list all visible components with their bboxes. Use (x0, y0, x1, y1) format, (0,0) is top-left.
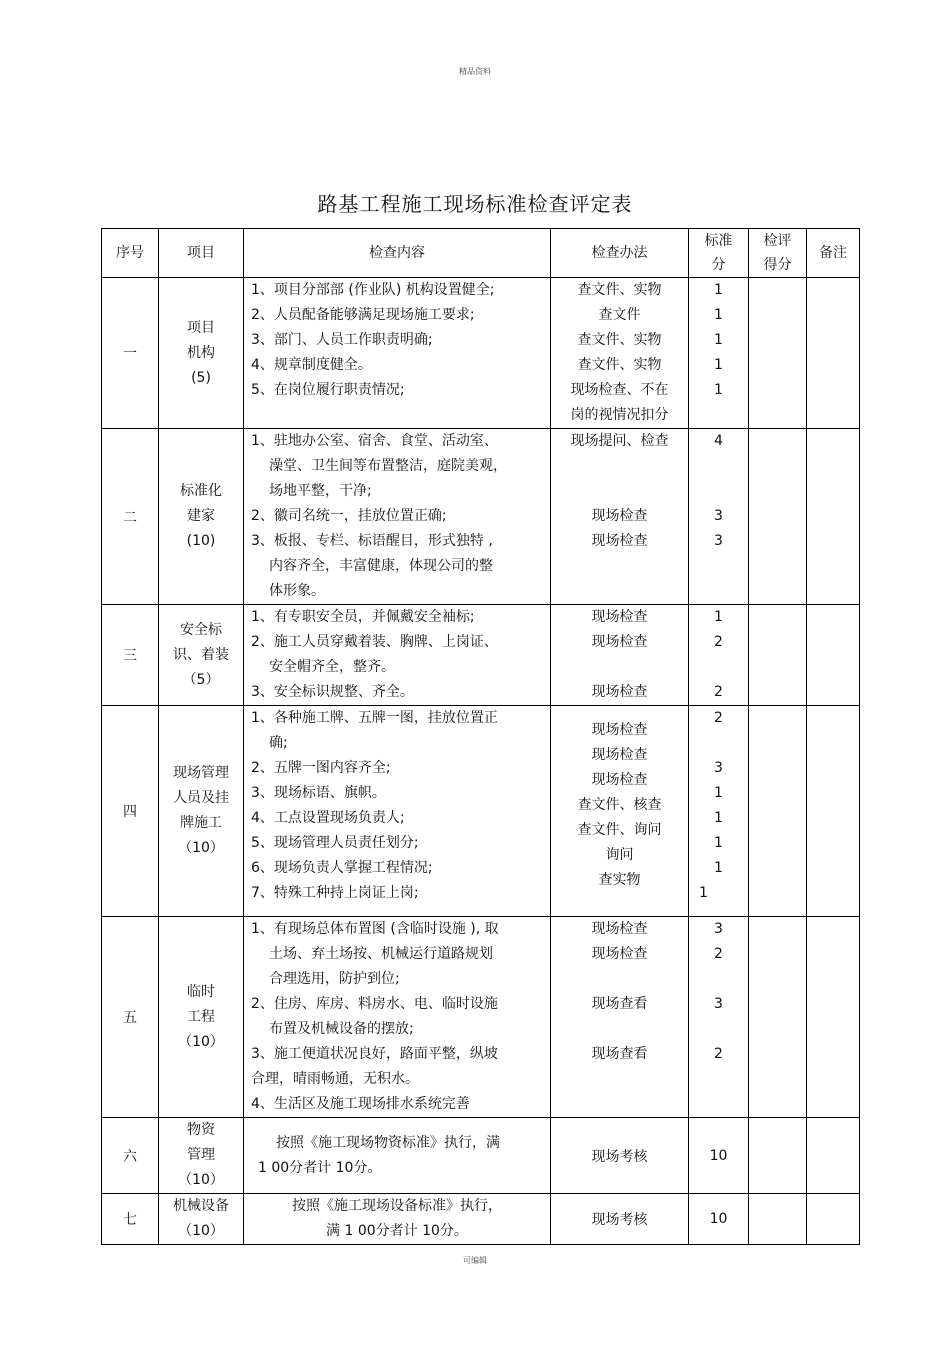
table-row (102, 605, 860, 706)
method-line: 查实物 (598, 872, 641, 888)
method-line: 现场检查 (591, 533, 648, 549)
table-row (102, 278, 860, 429)
score-spacer (689, 967, 748, 992)
content-line: 安全帽齐全，整齐。 (269, 659, 395, 675)
col-item: 项目 (159, 229, 244, 278)
content-line: 土场、弃土场按、机械运行道路规划 (269, 946, 493, 962)
score-value: 1 (714, 835, 723, 851)
content-line: 1 00分者计 10分。 (258, 1159, 382, 1176)
remark-cell (807, 605, 860, 706)
item-line: （10） (178, 1033, 224, 1050)
eval-score-cell (749, 706, 807, 917)
score-value: 2 (714, 634, 723, 650)
table-row (102, 429, 860, 605)
method-cell: 现场考核 (551, 1194, 689, 1245)
col-eval-score-line2: 得分 (763, 257, 792, 273)
content-line: 4、规章制度健全。 (251, 357, 372, 373)
content-line: 1、各种施工牌、五牌一图，挂放位置正 (251, 710, 498, 726)
method-line: 现场检查 (591, 609, 648, 625)
score-value: 3 (714, 921, 723, 937)
seq-cell: 七 (102, 1194, 159, 1245)
item-line: 工程 (187, 1008, 215, 1025)
item-line: 临时 (187, 983, 215, 1000)
item-line: 机械设备 (173, 1198, 229, 1214)
method-cell: 现场考核 (551, 1118, 689, 1194)
col-std-score (689, 229, 749, 278)
eval-score-cell (749, 429, 807, 605)
method-line: 现场提问、检查 (570, 433, 669, 449)
method-line: 现场检查 (591, 921, 648, 937)
content-line: 1、有专职安全员，并佩戴安全袖标; (251, 609, 475, 625)
score-value: 1 (714, 785, 723, 801)
content-cell (244, 1118, 551, 1194)
item-line: 牌施工 (180, 815, 222, 831)
score-value: 2 (714, 684, 723, 700)
col-std-score-line1: 标准 (704, 233, 733, 249)
score-spacer (689, 655, 748, 680)
score-spacer (689, 454, 748, 479)
item-line: 安全标 (180, 621, 222, 638)
score-cell (689, 605, 749, 706)
content-line: 5、在岗位履行职责情况; (251, 382, 405, 398)
content-line: 3、现场标语、旗帜。 (251, 785, 386, 801)
item-cell (159, 1118, 244, 1194)
table-row (102, 917, 860, 1118)
score-spacer (689, 731, 748, 756)
item-line: 管理 (187, 1147, 215, 1163)
method-line: 查文件 (598, 307, 641, 323)
method-line: 查文件、核查 (577, 797, 662, 813)
content-line: 场地平整，干净; (269, 483, 372, 499)
content-line: 5、现场管理人员责任划分; (251, 835, 419, 851)
col-eval-score-line1: 检评 (763, 233, 792, 249)
item-line: 现场管理 (173, 765, 229, 781)
score-value: 3 (714, 760, 723, 776)
method-cell (551, 278, 689, 429)
content-cell (244, 1194, 551, 1245)
method-spacer (551, 1017, 688, 1042)
remark-cell (807, 278, 860, 429)
method-line: 现场检查 (591, 634, 648, 650)
score-value: 1 (714, 810, 723, 826)
footer-note: 可编辑 (463, 1256, 487, 1265)
seq-cell: 二 (102, 429, 159, 605)
method-line: 现场检查 (591, 946, 648, 962)
method-spacer (551, 967, 688, 992)
score-cell (689, 917, 749, 1118)
content-line: 6、现场负责人掌握工程情况; (251, 860, 433, 876)
content-line: 1、有现场总体布置图 (含临时设施 ), 取 (251, 921, 499, 937)
method-cell (551, 429, 689, 605)
content-cell (244, 917, 551, 1118)
score-value: 1 (714, 357, 723, 373)
score-value: 1 (699, 885, 708, 901)
content-line: 2、五牌一图内容齐全; (251, 760, 391, 776)
col-remark: 备注 (807, 229, 860, 278)
item-cell (159, 605, 244, 706)
method-cell (551, 605, 689, 706)
table-row (102, 1194, 860, 1245)
method-line: 现场检查、不在 (570, 382, 669, 398)
content-line: 1、项目分部部 (作业队) 机构设置健全; (251, 282, 495, 298)
item-line: （5） (182, 671, 220, 688)
content-line: 3、板报、专栏、标语醒目，形式独特 , (251, 533, 493, 549)
table-row (102, 1118, 860, 1194)
content-line: 澡堂、卫生间等布置整洁，庭院美观， (269, 458, 507, 474)
content-cell (244, 706, 551, 917)
method-line: 查文件、询问 (577, 822, 662, 838)
seq-cell: 一 (102, 278, 159, 429)
item-line: 人员及挂 (173, 790, 229, 806)
score-value: 3 (714, 996, 723, 1012)
col-content: 检查内容 (244, 229, 551, 278)
item-line: （10） (178, 1172, 224, 1188)
item-line: 建家 (187, 508, 215, 524)
col-std-score-line2: 分 (711, 257, 726, 273)
score-spacer (689, 479, 748, 504)
item-line: 标准化 (180, 483, 222, 499)
col-eval-score (749, 229, 807, 278)
score-value: 3 (714, 508, 723, 524)
header-note: 精品资料 (459, 67, 491, 76)
method-line: 查文件、实物 (577, 282, 662, 298)
score-value: 1 (714, 332, 723, 348)
score-value: 2 (714, 710, 723, 726)
evaluation-table (101, 228, 860, 1245)
method-spacer (551, 454, 688, 479)
score-value: 4 (714, 433, 723, 449)
item-cell (159, 278, 244, 429)
method-cell (551, 706, 689, 917)
method-line: 现场查看 (591, 996, 648, 1012)
item-line: (5) (191, 369, 211, 386)
item-line: 机构 (187, 344, 215, 361)
content-line: 内容齐全，丰富健康，体现公司的整 (269, 558, 493, 574)
seq-cell: 六 (102, 1118, 159, 1194)
item-line: 物资 (187, 1122, 215, 1138)
score-cell (689, 706, 749, 917)
content-line: 布置及机械设备的摆放; (269, 1021, 414, 1037)
seq-cell: 四 (102, 706, 159, 917)
method-line: 询问 (605, 847, 634, 863)
score-cell (689, 429, 749, 605)
score-value: 1 (714, 609, 723, 625)
eval-score-cell (749, 1194, 807, 1245)
item-line: （10） (178, 840, 224, 856)
content-line: 3、安全标识规整、齐全。 (251, 684, 414, 700)
item-cell (159, 706, 244, 917)
method-spacer (551, 655, 688, 680)
score-value: 1 (714, 860, 723, 876)
method-line: 现场检查 (591, 722, 648, 738)
item-line: (10) (186, 533, 216, 549)
method-line: 查文件、实物 (577, 357, 662, 373)
remark-cell (807, 429, 860, 605)
content-line: 4、生活区及施工现场排水系统完善 (251, 1096, 470, 1112)
remark-cell (807, 706, 860, 917)
table-header-row (102, 229, 860, 278)
method-line: 岗的视情况扣分 (570, 407, 669, 423)
content-line: 体形象。 (269, 583, 325, 599)
content-line: 4、工点设置现场负责人; (251, 810, 405, 826)
score-value: 1 (714, 282, 723, 298)
col-seq: 序号 (102, 229, 159, 278)
method-line: 现场检查 (591, 772, 648, 788)
method-line: 现场检查 (591, 508, 648, 524)
content-line: 确; (269, 735, 288, 751)
score-cell: 10 (689, 1194, 749, 1245)
method-line: 现场检查 (591, 747, 648, 763)
seq-cell: 五 (102, 917, 159, 1118)
remark-cell (807, 917, 860, 1118)
method-line: 现场查看 (591, 1046, 648, 1062)
content-line: 满 1 00分者计 10分。 (326, 1223, 468, 1239)
remark-cell (807, 1118, 860, 1194)
content-line: 合理选用，防护到位; (269, 971, 400, 987)
content-cell (244, 278, 551, 429)
eval-score-cell (749, 605, 807, 706)
score-value: 1 (714, 382, 723, 398)
score-value: 3 (714, 533, 723, 549)
score-value: 1 (714, 307, 723, 323)
content-line: 合理，晴雨畅通，无积水。 (251, 1071, 419, 1087)
page-title: 路基工程施工现场标准检查评定表 (317, 192, 633, 216)
content-line: 2、徽司名统一，挂放位置正确; (251, 508, 447, 524)
remark-cell (807, 1194, 860, 1245)
score-value: 2 (714, 946, 723, 962)
method-spacer (551, 479, 688, 504)
content-line: 按照《施工现场物资标准》执行，满 (276, 1134, 500, 1151)
content-line: 按照《施工现场设备标准》执行， (292, 1198, 502, 1214)
method-line: 查文件、实物 (577, 332, 662, 348)
content-line: 7、特殊工种持上岗证上岗; (251, 885, 419, 901)
content-line: 2、住房、库房、料房水、电、临时设施 (251, 996, 498, 1012)
score-value: 2 (714, 1046, 723, 1062)
method-cell (551, 917, 689, 1118)
eval-score-cell (749, 917, 807, 1118)
content-line: 3、施工便道状况良好，路面平整，纵坡 (251, 1046, 498, 1062)
col-method: 检查办法 (551, 229, 689, 278)
eval-score-cell (749, 278, 807, 429)
eval-score-cell (749, 1118, 807, 1194)
seq-cell: 三 (102, 605, 159, 706)
item-cell (159, 429, 244, 605)
item-cell (159, 1194, 244, 1245)
table-row (102, 706, 860, 917)
content-cell (244, 429, 551, 605)
score-cell (689, 278, 749, 429)
content-line: 1、驻地办公室、宿舍、食堂、活动室、 (251, 433, 498, 449)
score-cell: 10 (689, 1118, 749, 1194)
content-line: 2、人员配备能够满足现场施工要求; (251, 307, 475, 323)
item-line: 项目 (187, 319, 215, 336)
content-line: 3、部门、人员工作职责明确; (251, 332, 433, 348)
method-line: 现场检查 (591, 684, 648, 700)
content-line: 2、施工人员穿戴着装、胸牌、上岗证、 (251, 634, 498, 650)
content-cell (244, 605, 551, 706)
score-spacer (689, 1017, 748, 1042)
item-line: （10） (178, 1223, 224, 1239)
item-line: 识、着装 (173, 646, 229, 663)
item-cell (159, 917, 244, 1118)
